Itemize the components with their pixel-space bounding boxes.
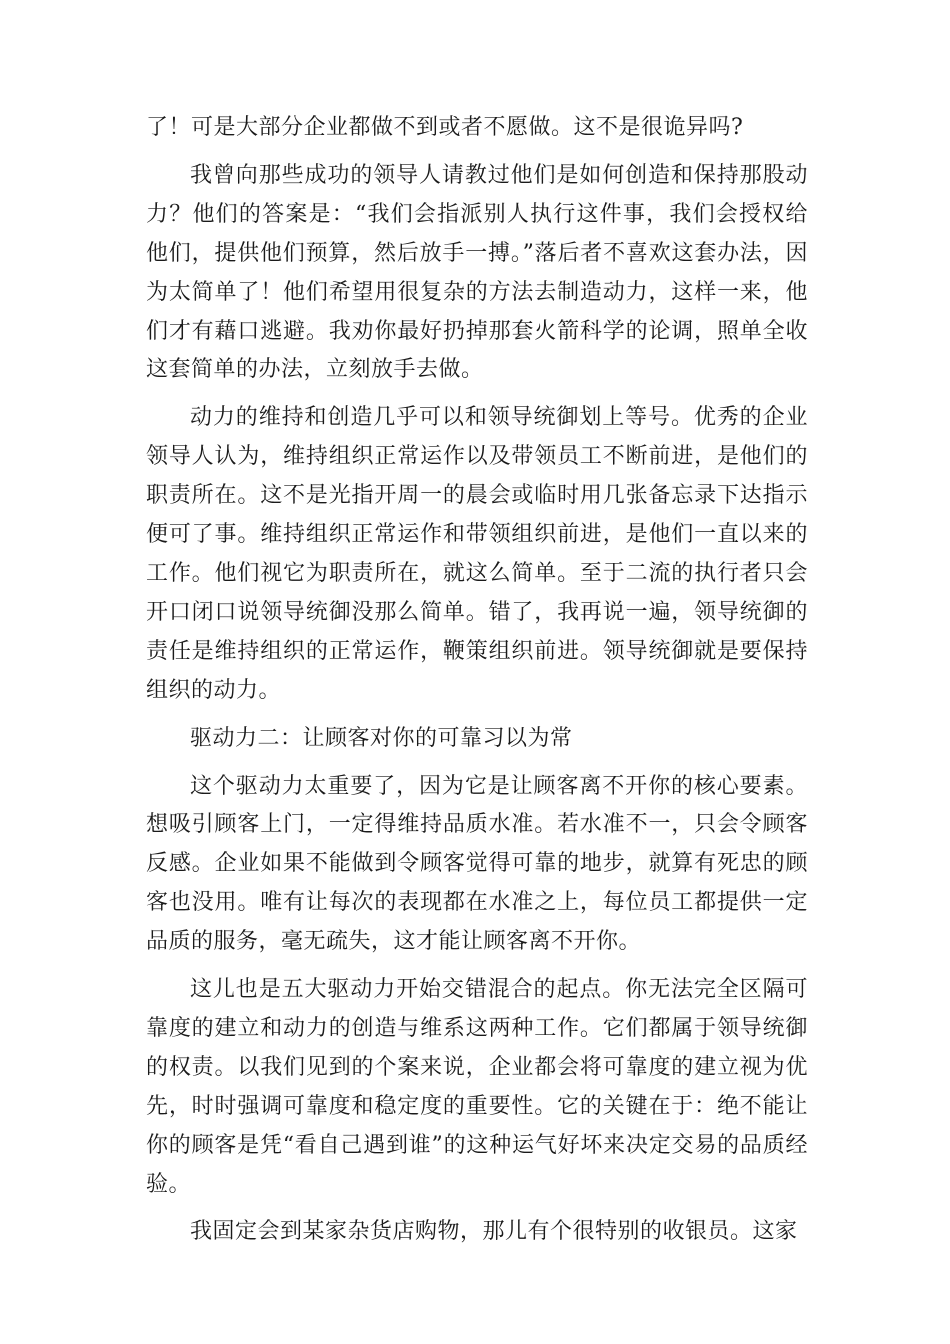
body-text: [146, 109, 808, 1261]
paragraph-5: 这儿也是五大驱动力开始交错混合的起点。你无法完全区隔可靠度的建立和动力的创造与维系这两种工作。它们都属于领导统御的权责。以我们见到的个案来说，企业都会将可靠度的建立视为优先，时时强调可靠度和稳定度的重要性。它的关键在于：绝不能让你的顾客是凭“看自己遇到谁”的这种运气好坏来决定交易的品质经验。: [146, 977, 808, 1197]
paragraph-4: 这个驱动力太重要了，因为它是让顾客离不开你的核心要素。想吸引顾客上门，一定得维持品质水准。若水准不一，只会令顾客反感。企业如果不能做到令顾客觉得可靠的地步，就算有死忠的顾客也没用。唯有让每次的表现都在水准之上，每位员工都提供一定品质的服务，毫无疏失，这才能让顾客离不开你。: [146, 773, 808, 955]
paragraph-6: 我固定会到某家杂货店购物，那儿有个很特别的收银员。这家: [190, 1219, 798, 1245]
paragraph-1: 了！可是大部分企业都做不到或者不愿做。这不是很诡异吗?: [146, 115, 744, 140]
paragraph-3: 动力的维持和创造几乎可以和领导统御划上等号。优秀的企业领导人认为，维持组织正常运作以及带领员工不断前进，是他们的职责所在。这不是光指开周一的晨会或临时用几张备忘录下达指示便可了事。维持组织正常运作和带领组织前进，是他们一直以来的工作。他们视它为职责所在，就这么简单。至于二流的执行者只会开口闭口说领导统御没那么简单。错了，我再说一遍，领导统御的责任是维持组织的正常运作，鞭策组织前进。领导统御就是要保持组织的动力。: [146, 405, 808, 703]
section-heading: 驱动力二：让顾客对你的可靠习以为常: [190, 725, 573, 751]
paragraph-2: 我曾向那些成功的领导人请教过他们是如何创造和保持那股动力？他们的答案是：“我们会指派别人执行这件事，我们会授权给他们，提供他们预算，然后放手一搏。”落后者不喜欢这套办法，因为太简单了！他们希望用很复杂的方法去制造动力，这样一来，他们才有藉口逃避。我劝你最好扔掉那套火箭科学的论调，照单全收这套简单的办法，立刻放手去做。: [146, 162, 808, 383]
